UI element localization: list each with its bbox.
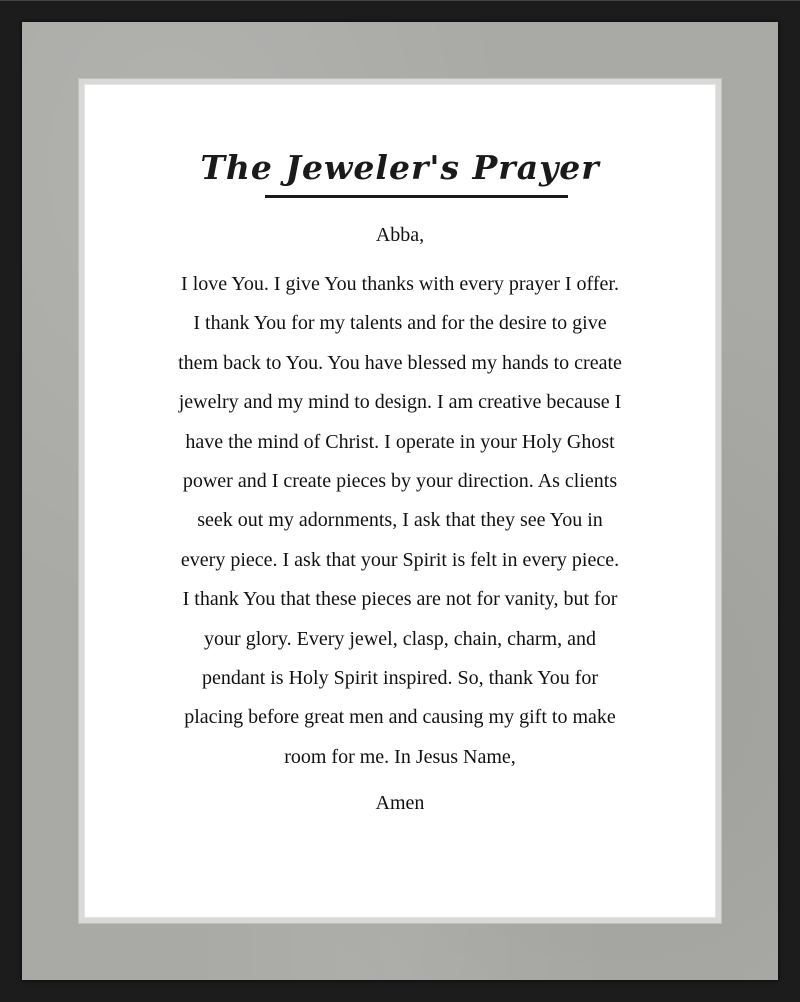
- prayer-title: The Jeweler's Prayer: [200, 148, 600, 187]
- prayer-line: room for me. In Jesus Name,: [284, 745, 516, 768]
- prayer-line: I thank You for my talents and for the desire to give: [193, 312, 607, 335]
- prayer-body: [0, 270, 800, 782]
- prayer-line: seek out my adornments, I ask that they see You in: [197, 509, 603, 532]
- salutation: Abba,: [375, 224, 425, 246]
- prayer-line: your glory. Every jewel, clasp, chain, charm, and: [204, 627, 596, 650]
- prayer-line: jewelry and my mind to design. I am creative because I: [178, 391, 622, 414]
- prayer-line: have the mind of Christ. I operate in your Holy Ghost: [185, 430, 615, 453]
- prayer-line: pendant is Holy Spirit inspired. So, thank You for: [201, 666, 599, 689]
- prayer-line: placing before great men and causing my gift to make: [184, 706, 616, 729]
- prayer-line: power and I create pieces by your direction. As clients: [182, 469, 618, 492]
- title-underline: [265, 195, 568, 198]
- prayer-line: them back to You. You have blessed my hands to create: [178, 351, 622, 374]
- prayer-line: every piece. I ask that your Spirit is felt in every piece.: [180, 548, 620, 571]
- prayer-line: I thank You that these pieces are not for vanity, but for: [182, 588, 618, 611]
- closing: Amen: [375, 792, 425, 814]
- prayer-line: I love You. I give You thanks with every prayer I offer.: [181, 273, 619, 295]
